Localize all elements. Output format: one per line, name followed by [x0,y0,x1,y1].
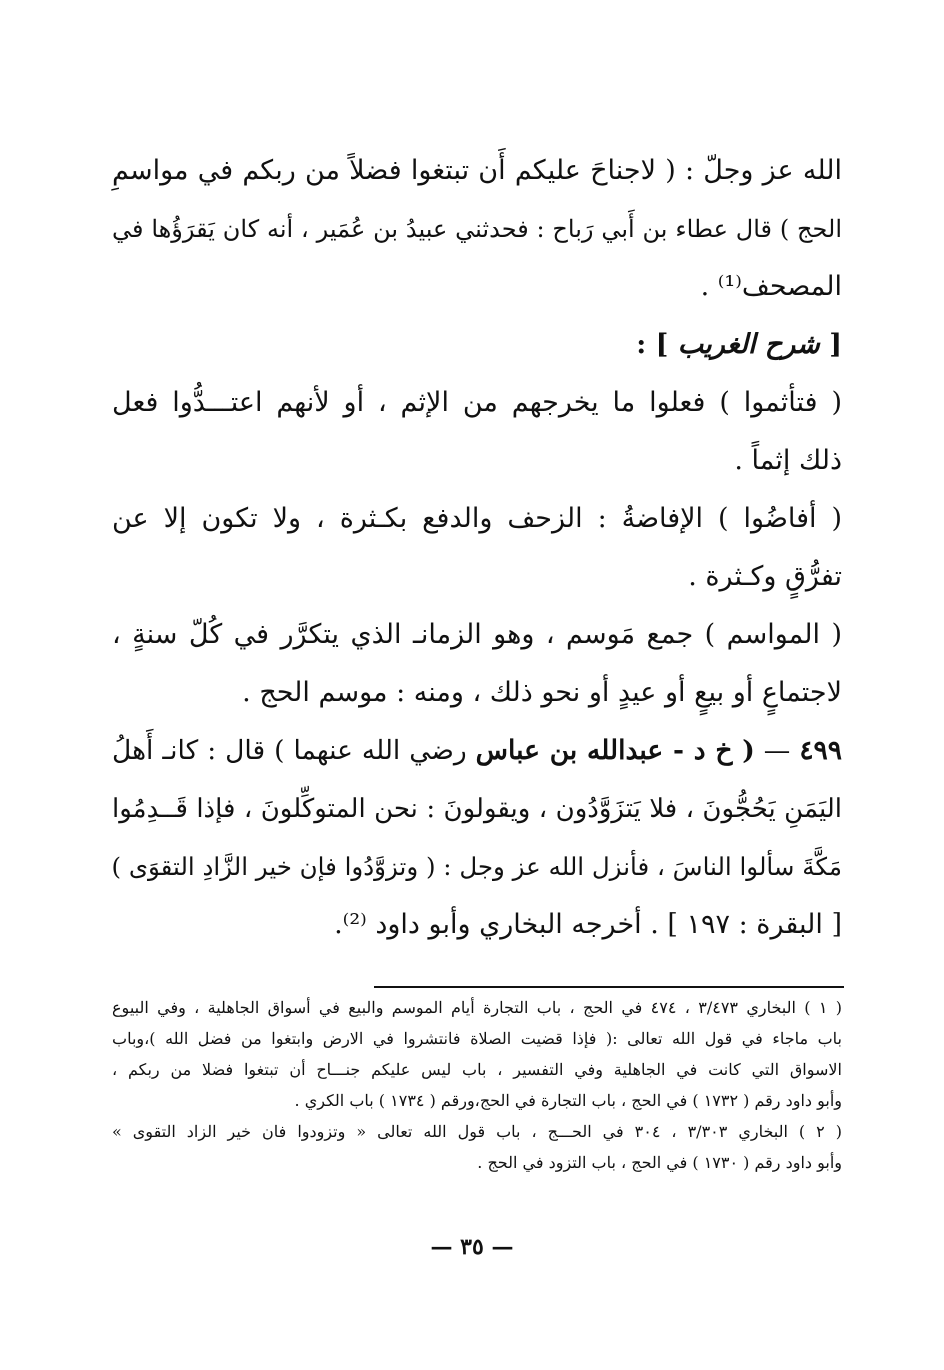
heading-bracket-open: [ [819,329,842,360]
hadith-line: اليَمَنِ يَحُجُّونَ ، فلا يَتزَوَّدُون ، ويقولونَ : نحن المتوكِّلونَ ، فإذا قَــدِمُوا [112,794,842,824]
body-line: المصحف⁽¹⁾ . [700,271,842,302]
glossary-line: ( فتأثموا ) فعلوا ما يخرجهم من الإثم ، أو لأنهم اعتـــدُّوا فعل [112,387,842,418]
page-number: — ٣٥ — [430,1234,514,1260]
hadith-line: [ البقرة : ١٩٧ ] . أخرجه البخاري وأبو داود ⁽²⁾. [334,909,842,940]
section-heading [112,316,842,374]
footnote-line: باب ماجاء في قول الله تعالى :( فإذا قضيت الصلاة فانتشروا في الارض وابتغوا من فضل الله )،وباب [112,1029,842,1048]
hadith-line: مَكَّةَ سألوا الناسَ ، فأنزل الله عز وجل : ( وتزوَّدُوا فإن خير الزَّادِ التقوَى ) [111,852,842,881]
footnote-line: ( ١ ) البخاري ٣/٤٧٣ ، ٤٧٤ في الحج ، باب التجارة أيام الموسم والبيع في أسواق الجاهلية ، وفي البيوع [112,998,843,1017]
footnotes [112,992,842,1178]
main-text [112,142,842,954]
hadith-source: ( خ د - عبدالله بن عباس [475,735,755,766]
glossary-line: ( أفاضُوا ) الإفاضةُ : الزحف والدفع بكـثرة ، ولا تكون إلا عن [112,503,842,534]
footnote-line: الاسواق التي كانت في الجاهلية وفي التفسير ، باب ليس عليكم جنـــاح أن تبتغوا فضلا من ربكم ، [112,1060,842,1079]
footnote-line: ( ٢ ) البخاري ٣/٣٠٣ ، ٣٠٤ في الحـــج ، باب قول الله تعالى « وتزودوا فان خير الزاد التقوى » [112,1122,842,1141]
footnote-line: وأبو داود رقم ( ١٧٣٠ ) في الحج ، باب التزود في الحج . [477,1153,842,1172]
hadith-first-line [112,722,842,780]
glossary-line: تفرُّقٍ وكـثرة . [688,561,842,592]
footnote-line: وأبو داود رقم ( ١٧٣٢ ) في الحج ، باب التجارة في الحج،ورقم ( ١٧٣٤ ) باب الكري . [294,1091,842,1110]
hadith-dash: — [754,735,800,766]
hadith-line-text: رضي الله عنهما ) قال : كانـ أَهلُ [112,735,476,766]
glossary-line: ذلك إثماً . [734,445,842,476]
glossary-line: لاجتماعٍ أو بيعٍ أو عيدٍ أو نحو ذلك ، ومنه : موسم الحج . [242,677,842,708]
body-line: الحج ) قال عطاء بن أَبي رَباح : فحدثني عبيدُ بن عُمَير ، أنه كان يَقرَؤُها في [112,215,842,243]
glossary-line: ( المواسم ) جمع مَوسم ، وهو الزمانـ الذي يتكرَّر في كُلّ سنةٍ ، [112,619,842,650]
footnote-separator [374,986,844,988]
body-line: الله عز وجلّ : ( لاجناحَ عليكم أَن تبتغوا فضلاً من ربكم في مواسمِ [112,155,842,186]
hadith-number: ٤٩٩ [799,735,843,766]
heading-label: شرح الغريب [677,329,820,360]
heading-bracket-close: ] : [636,329,678,360]
